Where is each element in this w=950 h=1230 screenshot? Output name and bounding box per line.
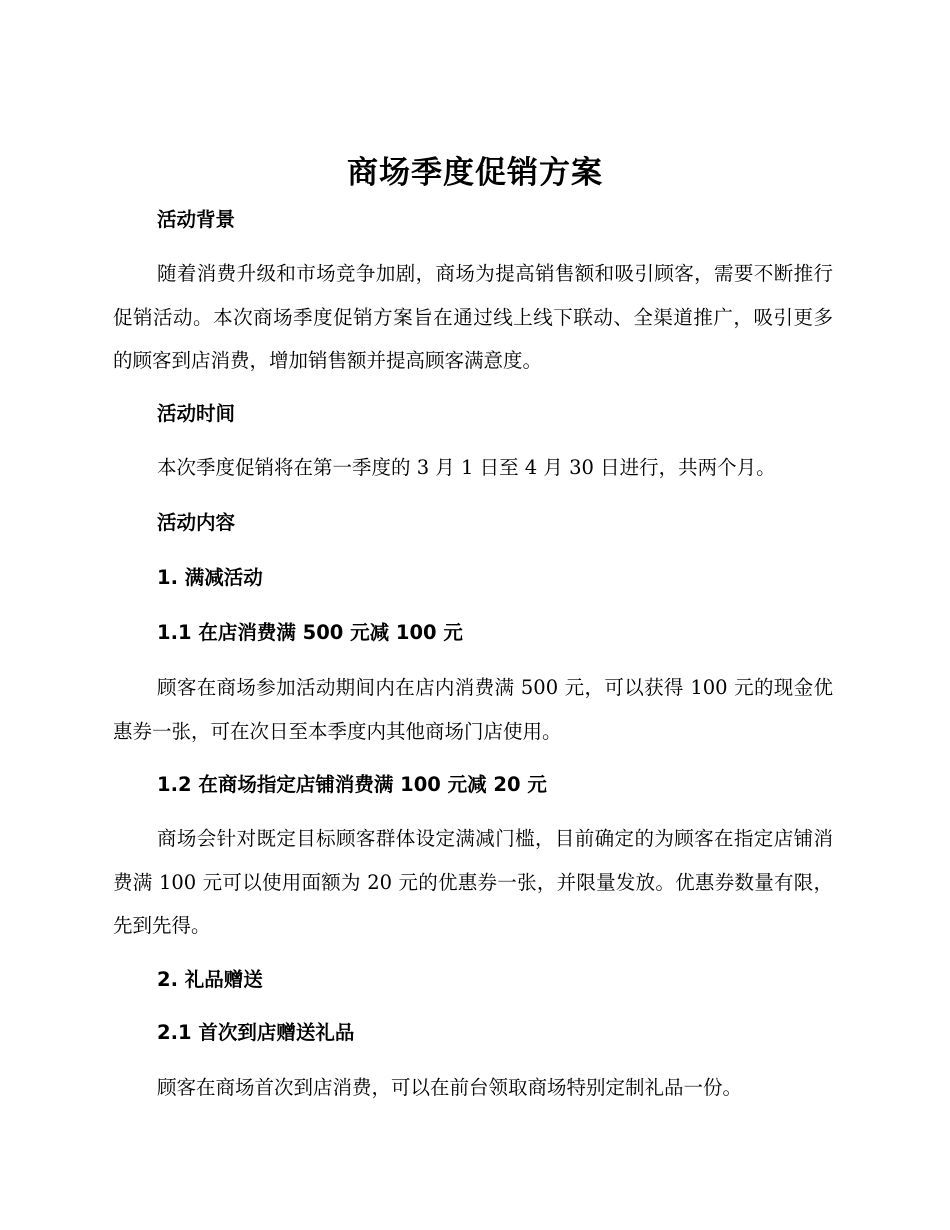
paragraph-discount-500: 顾客在商场参加活动期间内在店内消费满 500 元，可以获得 100 元的现金优惠券一张，可在次日至本季度内其他商场门店使用。 [113, 676, 833, 743]
subheading-discount-100: 1.2 在商场指定店铺消费满 100 元减 20 元 [157, 773, 547, 796]
section-heading-background: 活动背景 [157, 208, 236, 231]
paragraph-background: 随着消费升级和市场竞争加剧，商场为提高销售额和吸引顾客，需要不断推行促销活动。本次商场季度促销方案旨在通过线上线下联动、全渠道推广，吸引更多的顾客到店消费，增加销售额并提高顾客满意度。 [113, 262, 833, 372]
paragraph-first-visit-gift: 顾客在商场首次到店消费，可以在前台领取商场特别定制礼品一份。 [157, 1076, 743, 1099]
paragraph-discount-100: 商场会针对既定目标顾客群体设定满减门槛，目前确定的为顾客在指定店铺消费满 100 元可以使用面额为 20 元的优惠券一张，并限量发放。优惠券数量有限，先到先得。 [113, 827, 833, 937]
subheading-gift: 2. 礼品赠送 [157, 968, 263, 991]
section-heading-content: 活动内容 [157, 511, 236, 534]
subheading-first-visit-gift: 2.1 首次到店赠送礼品 [157, 1021, 355, 1044]
section-heading-time: 活动时间 [157, 402, 236, 425]
paragraph-time: 本次季度促销将在第一季度的 3 月 1 日至 4 月 30 日进行，共两个月。 [157, 456, 776, 479]
subheading-discount-500: 1.1 在店消费满 500 元减 100 元 [157, 621, 463, 644]
subheading-discount: 1. 满减活动 [157, 566, 263, 589]
document-title: 商场季度促销方案 [347, 155, 603, 191]
